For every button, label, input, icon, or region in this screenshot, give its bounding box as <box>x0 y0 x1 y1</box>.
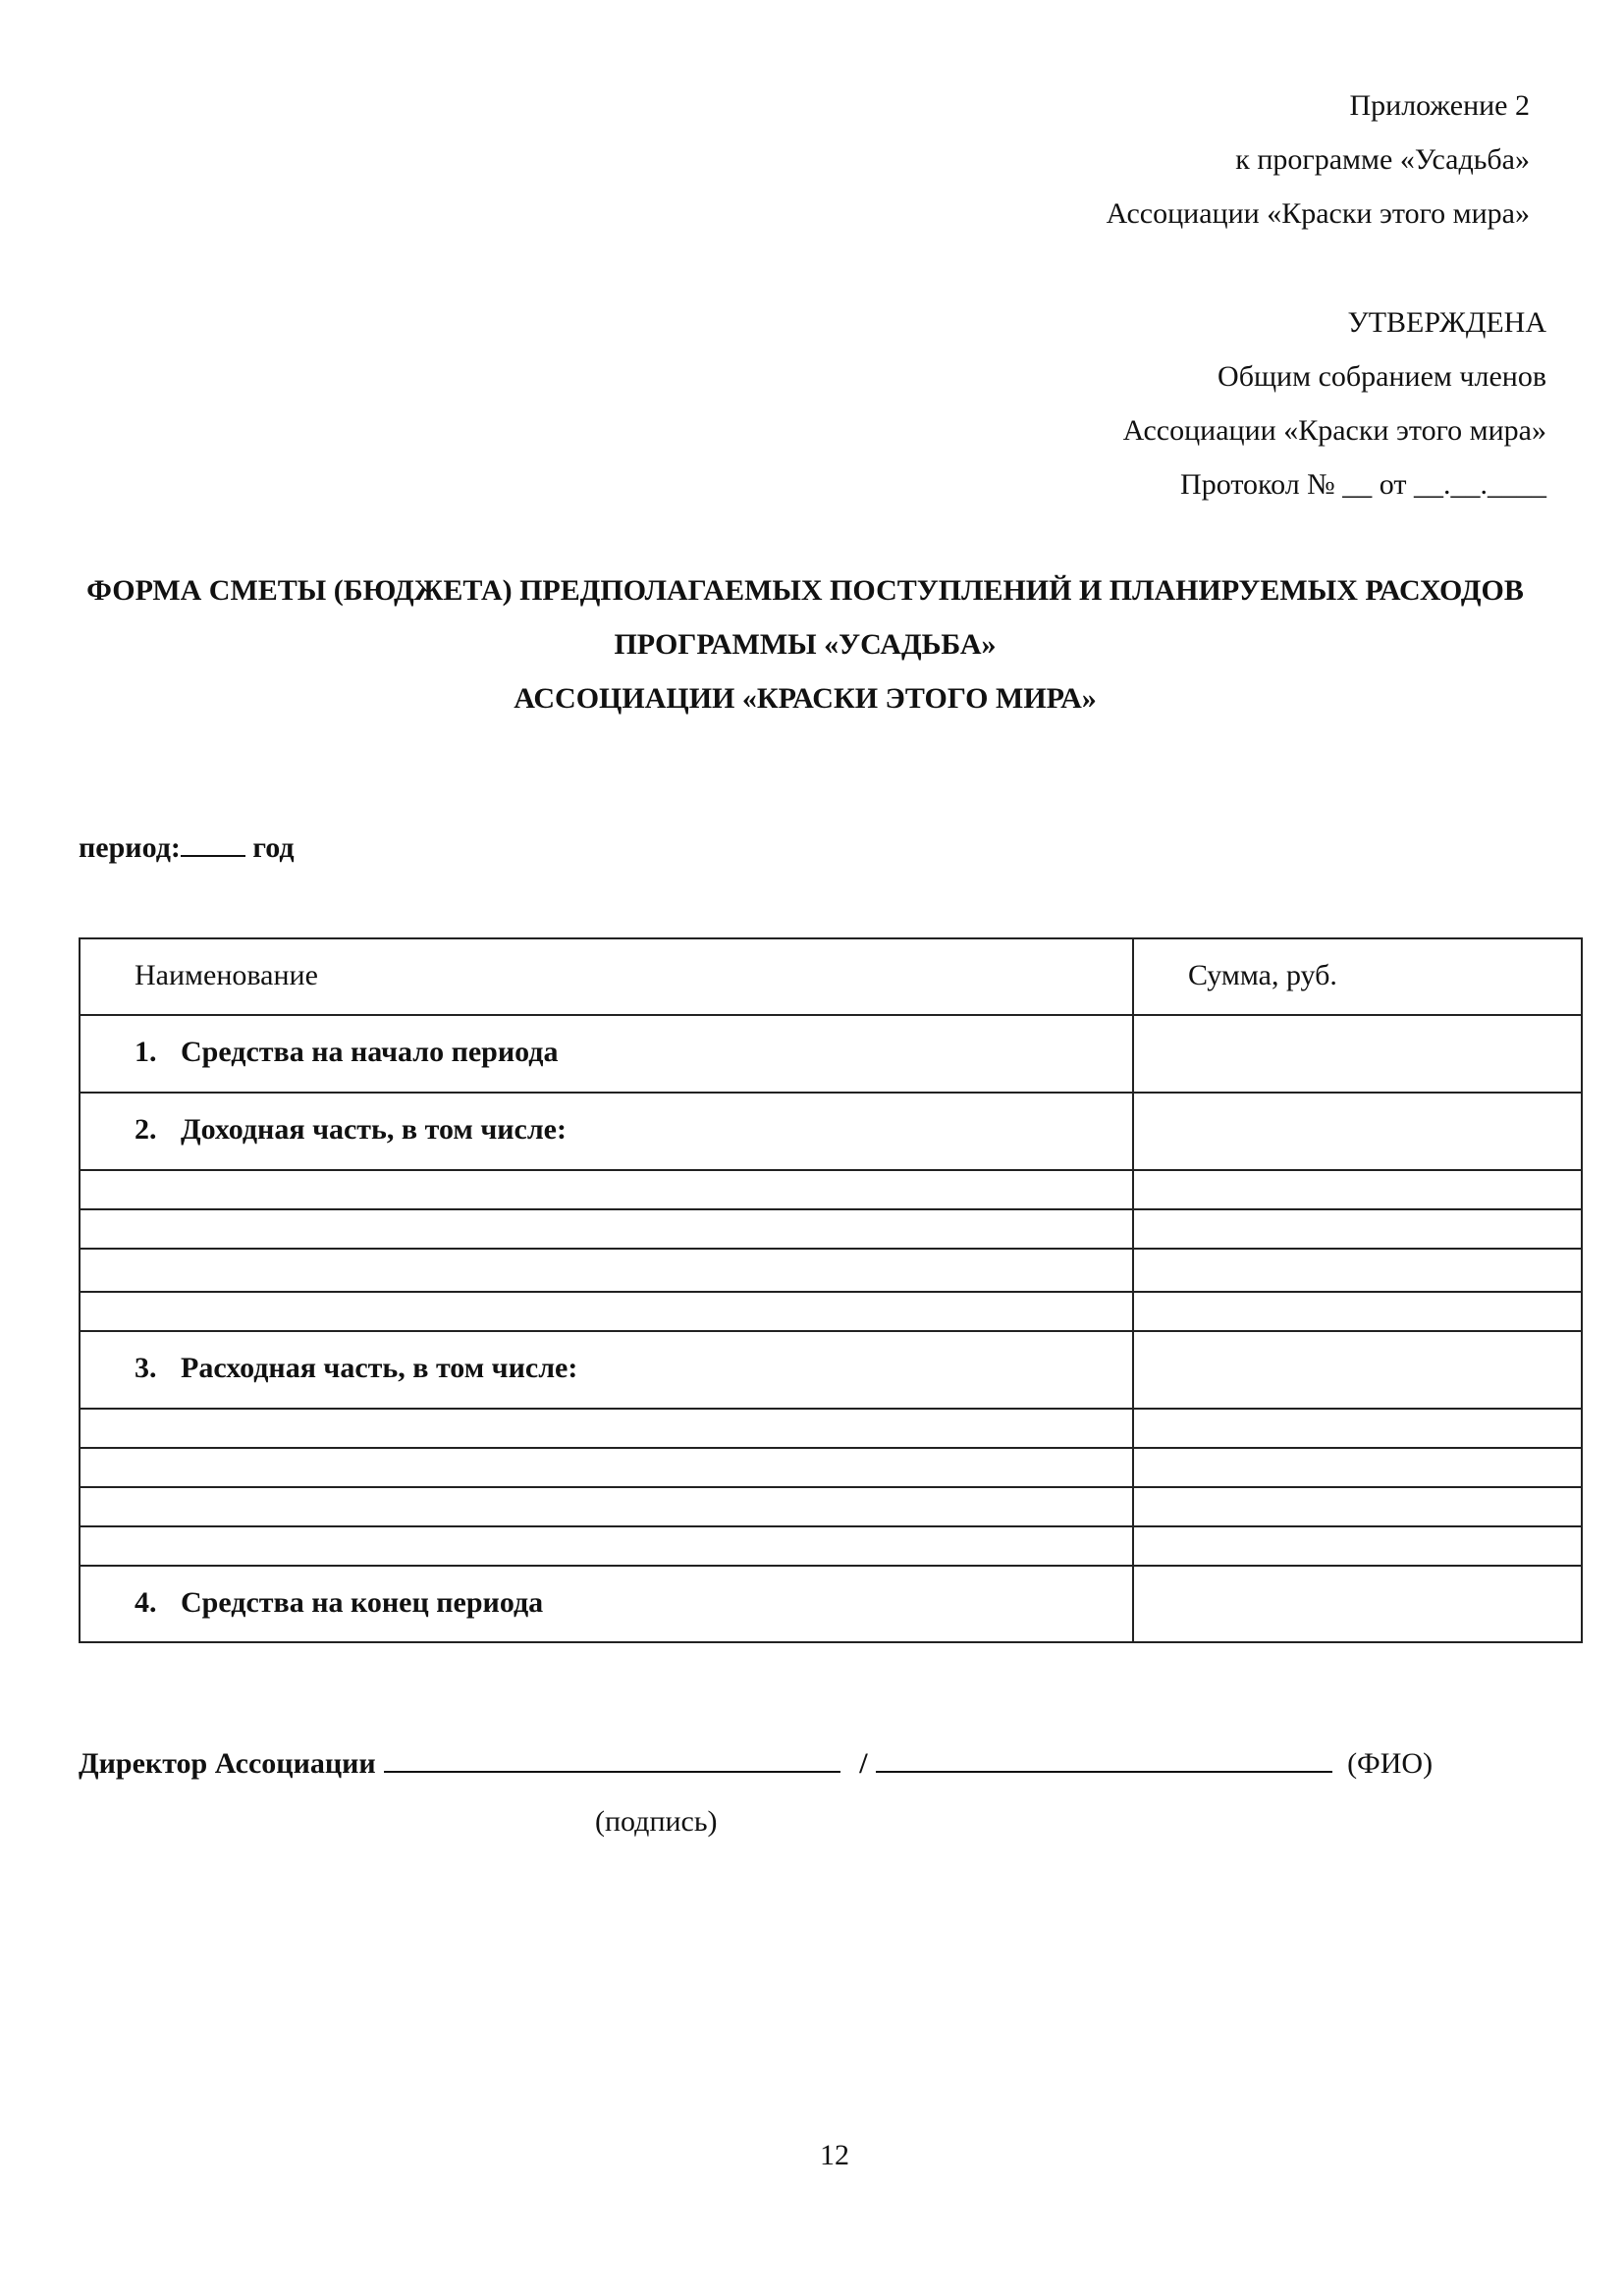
section-label: Расходная часть, в том числе: <box>181 1352 578 1384</box>
name-cell[interactable] <box>80 1209 1133 1249</box>
table-row <box>80 1249 1582 1292</box>
table-row <box>80 1487 1582 1526</box>
sum-cell[interactable] <box>1133 1448 1582 1487</box>
appendix-line-1: Приложение 2 <box>1349 89 1530 122</box>
period-year-blank[interactable] <box>181 829 245 857</box>
sum-cell[interactable] <box>1133 1331 1582 1409</box>
section-label: Средства на начало периода <box>181 1036 559 1068</box>
signature-line <box>79 1745 1433 1782</box>
signature-caption: (подпись) <box>595 1805 718 1838</box>
section-name-cell <box>80 1331 1133 1409</box>
sum-cell[interactable] <box>1133 1093 1582 1170</box>
name-cell[interactable] <box>80 1409 1133 1448</box>
title-line-3: АССОЦИАЦИИ «КРАСКИ ЭТОГО МИРА» <box>514 682 1097 715</box>
period-field <box>79 829 295 866</box>
page-number: 12 <box>820 2139 849 2171</box>
table-header-row <box>80 938 1582 1015</box>
period-suffix: год <box>252 831 295 864</box>
sum-cell[interactable] <box>1133 1566 1582 1642</box>
section-name-cell <box>80 1566 1133 1642</box>
name-cell[interactable] <box>80 1249 1133 1292</box>
section-label: Средства на конец периода <box>181 1586 544 1619</box>
sum-cell[interactable] <box>1133 1209 1582 1249</box>
appendix-line-2: к программе «Усадьба» <box>1235 143 1530 176</box>
name-cell[interactable] <box>80 1292 1133 1331</box>
header-name-cell <box>80 938 1133 1015</box>
sum-cell[interactable] <box>1133 1487 1582 1526</box>
budget-table <box>79 937 1583 1643</box>
section-number: 2. <box>135 1113 157 1146</box>
signature-slash: / <box>859 1747 868 1780</box>
section-number: 3. <box>135 1352 157 1384</box>
sum-cell[interactable] <box>1133 1526 1582 1566</box>
name-cell[interactable] <box>80 1448 1133 1487</box>
approval-line-1: УТВЕРЖДЕНА <box>1347 306 1546 339</box>
period-label: период: <box>79 831 181 864</box>
section-number: 4. <box>135 1586 157 1619</box>
document-title <box>79 574 1532 715</box>
name-cell[interactable] <box>80 1170 1133 1209</box>
section-name-cell <box>80 1093 1133 1170</box>
signature-blank[interactable] <box>384 1745 840 1773</box>
table-row <box>80 1526 1582 1566</box>
appendix-line-3: Ассоциации «Краски этого мира» <box>1106 197 1530 230</box>
table-row <box>80 1292 1582 1331</box>
sum-cell[interactable] <box>1133 1292 1582 1331</box>
title-line-1: ФОРМА СМЕТЫ (БЮДЖЕТА) ПРЕДПОЛАГАЕМЫХ ПОСТУПЛЕНИЙ И ПЛАНИРУЕМЫХ РАСХОДОВ <box>86 574 1524 607</box>
name-cell[interactable] <box>80 1487 1133 1526</box>
director-label: Директор Ассоциации <box>79 1747 376 1780</box>
sum-cell[interactable] <box>1133 1409 1582 1448</box>
fio-blank[interactable] <box>876 1745 1332 1773</box>
section-label: Доходная часть, в том числе: <box>181 1113 567 1146</box>
table-row <box>80 1448 1582 1487</box>
name-cell[interactable] <box>80 1526 1133 1566</box>
approval-line-3: Ассоциации «Краски этого мира» <box>1122 414 1546 447</box>
sum-cell[interactable] <box>1133 1015 1582 1093</box>
section-row-opening-funds <box>80 1015 1582 1093</box>
sum-cell[interactable] <box>1133 1249 1582 1292</box>
header-name: Наименование <box>135 959 318 991</box>
section-number: 1. <box>135 1036 157 1068</box>
header-sum: Сумма, руб. <box>1188 959 1337 991</box>
table-row <box>80 1209 1582 1249</box>
title-line-2: ПРОГРАММЫ «УСАДЬБА» <box>614 628 997 661</box>
approval-line-2: Общим собранием членов <box>1218 360 1546 393</box>
table-row <box>80 1409 1582 1448</box>
section-name-cell <box>80 1015 1133 1093</box>
section-row-expenses <box>80 1331 1582 1409</box>
fio-label: (ФИО) <box>1347 1747 1434 1780</box>
section-row-closing-funds <box>80 1566 1582 1642</box>
protocol-line: Протокол № __ от __.__.____ <box>1180 468 1546 501</box>
header-sum-cell <box>1133 938 1582 1015</box>
sum-cell[interactable] <box>1133 1170 1582 1209</box>
section-row-income <box>80 1093 1582 1170</box>
table-row <box>80 1170 1582 1209</box>
